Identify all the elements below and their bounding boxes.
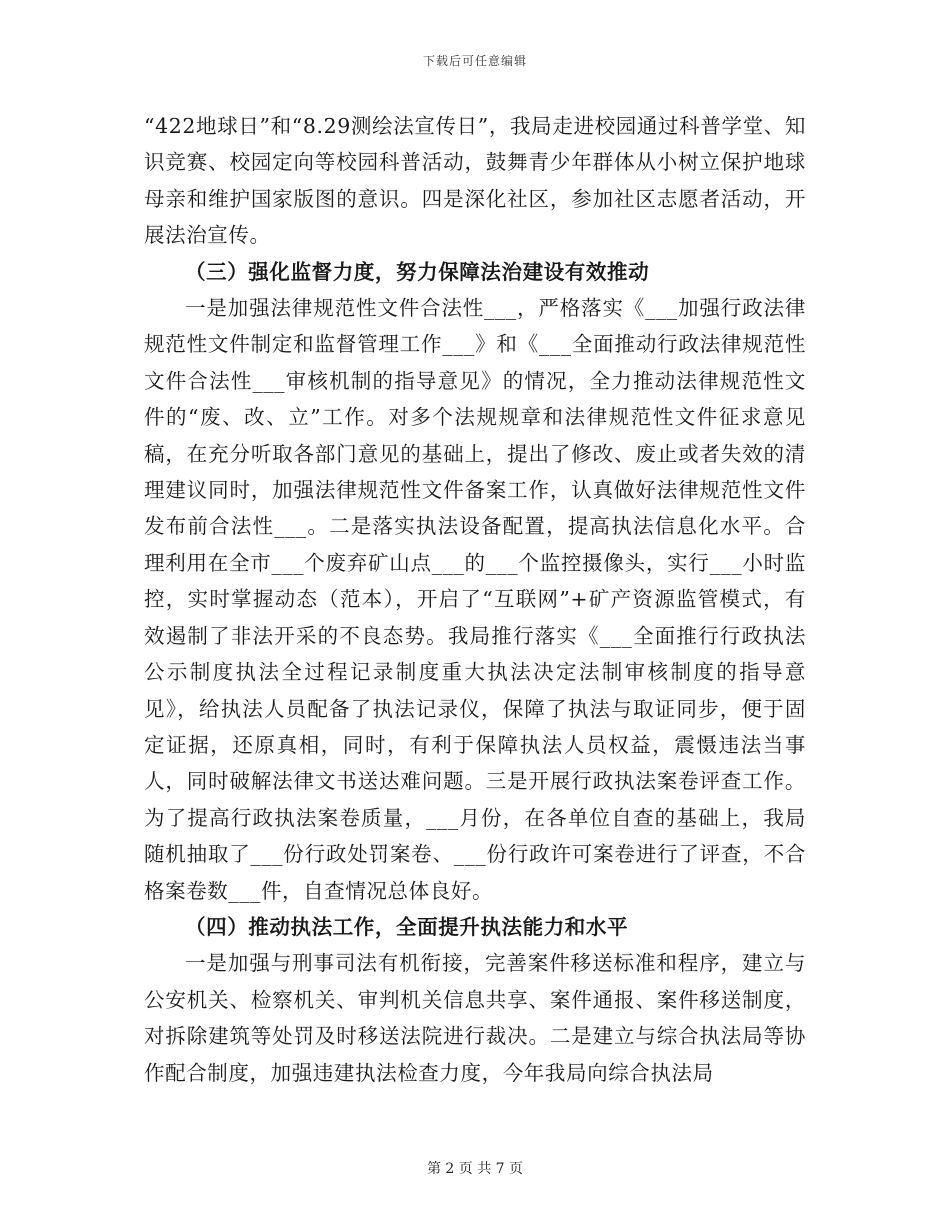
page-number: 第 2 页 共 7 页 (426, 1161, 524, 1177)
page-header: 下载后可任意编辑 (422, 54, 527, 68)
body-paragraph-2: 一是加强法律规范性文件合法性___，严格落实《___加强行政法律规范性文件制定和监督管理工作___》和《___全面推动行政法律规范性文件合法性___审核机制的指导意见》的情况，全力推动法律规范性文件的“废、改、立”工作。对多个法规规章和法律规范性文件征求意见稿，在充分听取各部门意见的基础上，提出了修改、废止或者失效的清理建议同时，加强法律规范性文件备案工作，认真做好法律规范性文件发布前合法性___。二是落实执法设备配置，提高执法信息化水平。合理利用在全市___个废弃矿山点___的___个监控摄像头，实行___小时监控，实时掌握动态（范本），开启了“互联网”+矿产资源监管模式，有效遏制了非法开采的不良态势。我局推行落实《___全面推行行政执法公示制度执法全过程记录制度重大执法决定法制审核制度的指导意见》，给执法人员配备了执法记录仪，保障了执法与取证同步，便于固定证据，还原真相，同时，有利于保障执法人员权益，震慑违法当事人，同时破解法律文书送达难问题。三是开展行政执法案卷评查工作。为了提高行政执法案卷质量，___月份，在各单位自查的基础上，我局随机抽取了___份行政处罚案卷、___份行政许可案卷进行了评查，不合格案卷数___件，自查情况总体良好。 (144, 296, 806, 903)
body-paragraph-1: “422地球日”和“8.29测绘法宣传日”，我局走进校园通过科普学堂、知识竞赛、校园定向等校园科普活动，鼓舞青少年群体从小树立保护地球母亲和维护国家版图的意识。四是深化社区，参加社区志愿者活动，开展法治宣传。 (144, 114, 806, 248)
section-heading-3: （三）强化监督力度，努力保障法治建设有效推动 (185, 259, 650, 284)
section-heading-4: （四）推动执法工作，全面提升执法能力和水平 (185, 914, 629, 939)
body-paragraph-3: 一是加强与刑事司法有机衔接，完善案件移送标准和程序，建立与公安机关、检察机关、审判机关信息共享、案件通报、案件移送制度，对拆除建筑等处罚及时移送法院进行裁决。二是建立与综合执法局等协作配合制度，加强违建执法检查力度，今年我局向综合执法局 (144, 951, 806, 1085)
document-body (144, 108, 806, 1091)
